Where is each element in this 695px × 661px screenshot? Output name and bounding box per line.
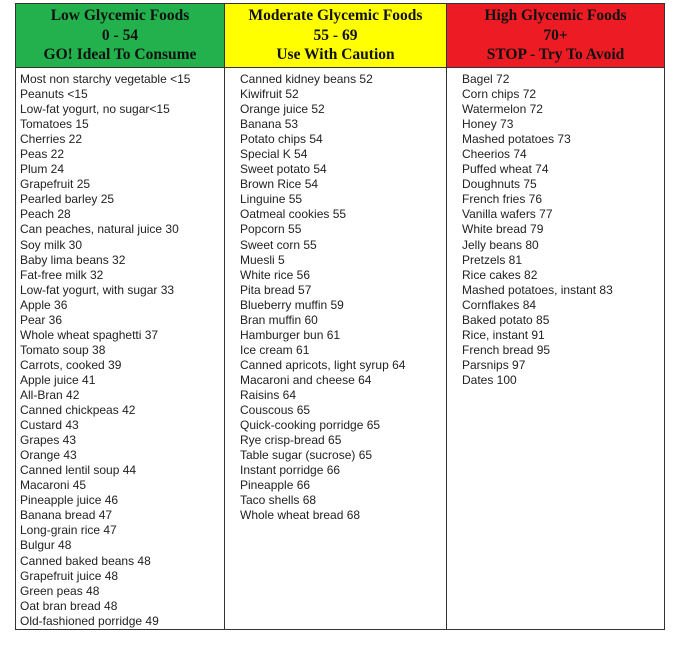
food-item: Grapefruit 25 xyxy=(20,177,91,192)
food-item: Baked potato 85 xyxy=(462,312,550,327)
header-range: 55 - 69 xyxy=(313,26,358,44)
column-high xyxy=(446,4,664,629)
food-item: Oatmeal cookies 55 xyxy=(240,207,347,222)
header-title: Low Glycemic Foods xyxy=(50,7,190,24)
food-item: Bran muffin 60 xyxy=(240,312,318,327)
header-range: 0 - 54 xyxy=(101,26,139,44)
header-title: High Glycemic Foods xyxy=(484,7,627,24)
food-item: Peach 28 xyxy=(20,207,71,222)
header-advice: Use With Caution xyxy=(276,46,395,63)
food-item: Soy milk 30 xyxy=(20,237,83,252)
header-low xyxy=(16,4,224,68)
header-advice: STOP - Try To Avoid xyxy=(486,46,625,63)
food-item: Hamburger bun 61 xyxy=(240,327,341,342)
food-item: Oat bran bread 48 xyxy=(20,598,118,613)
header-title: Moderate Glycemic Foods xyxy=(248,7,423,24)
food-item: Honey 73 xyxy=(462,117,514,132)
food-item: Orange juice 52 xyxy=(240,102,325,117)
food-item: Sweet corn 55 xyxy=(240,237,317,252)
food-item: Pearled barley 25 xyxy=(20,192,115,207)
food-item: Bulgur 48 xyxy=(20,538,72,553)
food-item: Mashed potatoes 73 xyxy=(462,132,571,147)
food-item: Custard 43 xyxy=(20,418,79,433)
food-item: Parsnips 97 xyxy=(462,357,526,372)
food-item: Bagel 72 xyxy=(462,72,510,86)
food-item: Macaroni and cheese 64 xyxy=(240,372,372,387)
glycemic-index-table xyxy=(15,3,665,630)
column-moderate xyxy=(224,4,446,629)
food-item: Canned baked beans 48 xyxy=(20,553,151,568)
food-item: Pineapple 66 xyxy=(240,478,311,493)
header-range: 70+ xyxy=(543,26,568,44)
food-item: Corn chips 72 xyxy=(462,87,537,102)
food-item: Popcorn 55 xyxy=(240,222,302,237)
food-item: White rice 56 xyxy=(240,267,311,282)
food-item: Fat-free milk 32 xyxy=(20,267,104,282)
food-item: Pita bread 57 xyxy=(240,282,312,297)
food-item: Muesli 5 xyxy=(240,252,285,267)
food-item: Orange 43 xyxy=(20,448,77,463)
food-item: Linguine 55 xyxy=(240,192,303,207)
food-item: Most non starchy vegetable <15 xyxy=(20,72,191,86)
food-item: Cherries 22 xyxy=(20,132,83,147)
food-item: Taco shells 68 xyxy=(240,493,317,508)
food-item: Pear 36 xyxy=(20,312,63,327)
food-item: Blueberry muffin 59 xyxy=(240,297,344,312)
food-item: Canned lentil soup 44 xyxy=(20,463,137,478)
food-item: Macaroni 45 xyxy=(20,478,87,493)
food-item: Plum 24 xyxy=(20,162,65,177)
food-item: Cheerios 74 xyxy=(462,147,527,162)
food-list-moderate xyxy=(225,68,446,523)
food-item: Brown Rice 54 xyxy=(240,177,319,192)
food-item: Ice cream 61 xyxy=(240,342,310,357)
food-item: Low-fat yogurt, with sugar 33 xyxy=(20,282,175,297)
food-item: Grapefruit juice 48 xyxy=(20,568,119,583)
food-item: Long-grain rice 47 xyxy=(20,523,117,538)
food-item: Canned kidney beans 52 xyxy=(240,72,373,86)
food-item: Instant porridge 66 xyxy=(240,463,341,478)
food-item: All-Bran 42 xyxy=(20,387,80,402)
food-item: White bread 79 xyxy=(462,222,544,237)
food-item: Puffed wheat 74 xyxy=(462,162,549,177)
header-high xyxy=(447,4,664,68)
food-item: Raisins 64 xyxy=(240,387,297,402)
food-item: Canned apricots, light syrup 64 xyxy=(240,357,406,372)
food-item: Tomato soup 38 xyxy=(20,342,106,357)
food-item: Whole wheat bread 68 xyxy=(240,508,361,523)
food-item: French fries 76 xyxy=(462,192,543,207)
food-item: Special K 54 xyxy=(240,147,308,162)
food-item: French bread 95 xyxy=(462,342,551,357)
food-item: Mashed potatoes, instant 83 xyxy=(462,282,613,297)
food-item: Banana bread 47 xyxy=(20,508,113,523)
food-item: Low-fat yogurt, no sugar<15 xyxy=(20,102,170,117)
food-item: Old-fashioned porridge 49 xyxy=(20,613,159,628)
food-list-low xyxy=(16,68,224,629)
food-item: Doughnuts 75 xyxy=(462,177,537,192)
food-list-high xyxy=(447,68,664,388)
food-item: Grapes 43 xyxy=(20,433,77,448)
food-item: Green peas 48 xyxy=(20,583,100,598)
food-item: Baby lima beans 32 xyxy=(20,252,126,267)
food-item: Dates 100 xyxy=(462,372,517,387)
food-item: Sweet potato 54 xyxy=(240,162,327,177)
food-item: Rye crisp-bread 65 xyxy=(240,433,342,448)
food-item: Peas 22 xyxy=(20,147,65,162)
food-item: Tomatoes 15 xyxy=(20,117,89,132)
food-item: Rice, instant 91 xyxy=(462,327,545,342)
food-item: Pineapple juice 46 xyxy=(20,493,119,508)
food-item: Jelly beans 80 xyxy=(462,237,539,252)
food-item: Cornflakes 84 xyxy=(462,297,537,312)
food-item: Quick-cooking porridge 65 xyxy=(240,418,381,433)
food-item: Kiwifruit 52 xyxy=(240,87,299,102)
food-item: Rice cakes 82 xyxy=(462,267,538,282)
food-item: Table sugar (sucrose) 65 xyxy=(240,448,373,463)
header-advice: GO! Ideal To Consume xyxy=(43,46,197,63)
header-moderate xyxy=(225,4,446,68)
food-item: Whole wheat spaghetti 37 xyxy=(20,327,159,342)
food-item: Couscous 65 xyxy=(240,403,311,418)
food-item: Apple 36 xyxy=(20,297,68,312)
food-item: Canned chickpeas 42 xyxy=(20,403,136,418)
food-item: Apple juice 41 xyxy=(20,372,96,387)
column-low xyxy=(16,4,224,629)
food-item: Pretzels 81 xyxy=(462,252,523,267)
food-item: Banana 53 xyxy=(240,117,299,132)
food-item: Carrots, cooked 39 xyxy=(20,357,122,372)
food-item: Vanilla wafers 77 xyxy=(462,207,553,222)
food-item: Potato chips 54 xyxy=(240,132,323,147)
food-item: Watermelon 72 xyxy=(462,102,543,117)
food-item: Peanuts <15 xyxy=(20,87,88,102)
food-item: Can peaches, natural juice 30 xyxy=(20,222,179,237)
